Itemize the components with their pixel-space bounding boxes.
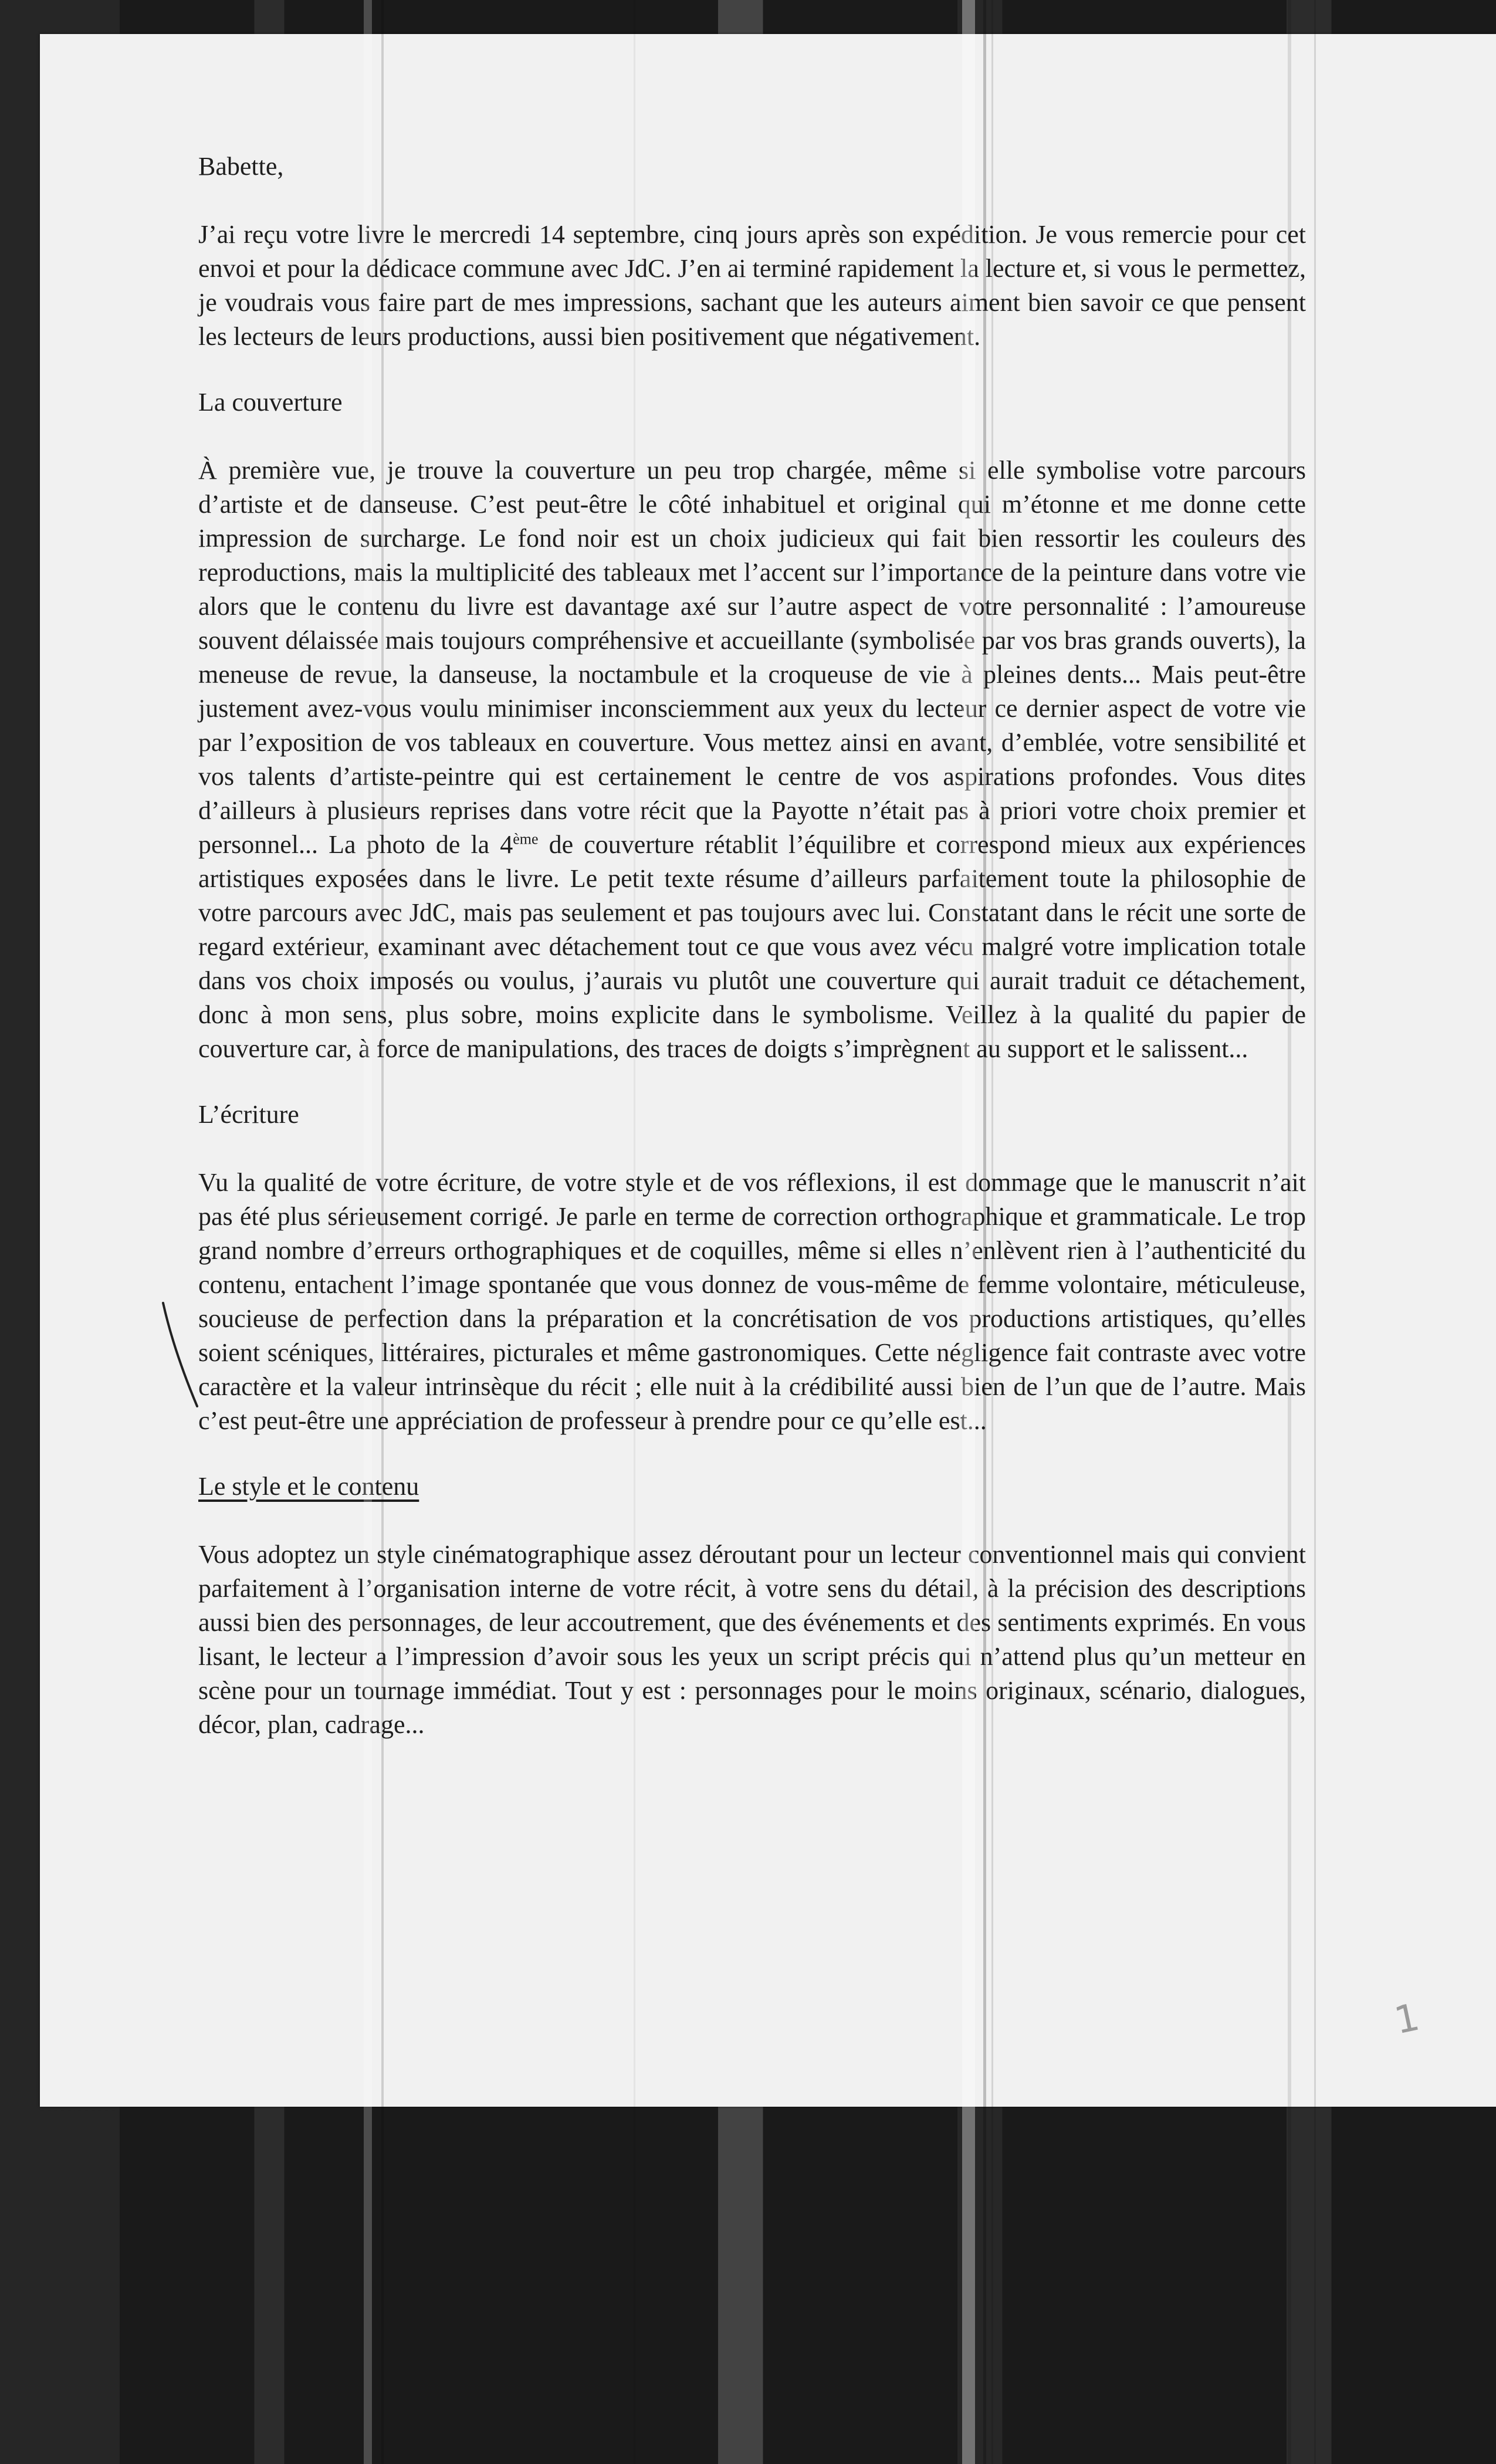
section-heading-ecriture: L’écriture <box>198 1100 299 1129</box>
section-text-ecriture: Vu la qualité de votre écriture, de votre style et de vos réflexions, il est dommage que le manuscrit n’ait pas été plus sérieusement corrigé. Je parle en terme de correction orthographique et grammaticale. Le trop grand nombre d’erreurs orthographiques et de coquilles, même si elles n’enlèvent rien à l’authenticité du contenu, entachent l’image spontanée que vous donnez de vous-même de femme volontaire, méticuleuse, soucieuse de perfection dans la préparation et la concrétisation de vos productions artistiques, qu’elles soient scéniques, littéraires, picturales et même gastronomiques. Cette négligence fait contraste avec votre caractère et la valeur intrinsèque du récit ; elle nuit à la crédibilité aussi bien de l’un que de l’autre. Mais c’est peut-être une appréciation de professeur à prendre pour ce qu’elle est... <box>198 1168 1306 1435</box>
handwritten-margin-mark <box>158 1299 205 1411</box>
section-heading-couverture: La couverture <box>198 388 343 417</box>
intro-paragraph: J’ai reçu votre livre le mercredi 14 septembre, cinq jours après son expédition. Je vous remercie pour cet envoi et pour la dédicace commune avec JdC. J’en ai terminé rapidement la lecture et, si vous le permettez, je voudrais vous faire part de mes impressions, sachant que les auteurs aiment bien savoir ce que pensent les lecteurs de leurs productions, aussi bien positivement que négativement. <box>198 220 1306 351</box>
section-text-couverture <box>198 453 1306 1066</box>
letter-body <box>198 150 1306 1742</box>
salutation: Babette, <box>198 152 284 181</box>
couverture-text-part-2: de couverture rétablit l’équilibre et correspond mieux aux expériences artistiques exposées dans le livre. Le petit texte résume d’ailleurs parfaitement toute la philosophie de votre parcours avec JdC, mais pas seulement et pas toujours avec lui. Constatant dans le récit une sorte de regard extérieur, examinant avec détachement tout ce que vous avez vécu malgré votre implication totale dans vos choix imposés ou voulus, j’aurais vu plutôt une couverture qui aurait traduit ce détachement, donc à mon sens, plus sobre, moins explicite dans le symbolisme. Veillez à la qualité du papier de couverture car, à force de manipulations, des traces de doigts s’imprègnent au support et le salissent... <box>198 830 1306 1063</box>
couverture-text-part-1: À première vue, je trouve la couverture un peu trop chargée, même si elle symbolise votre parcours d’artiste et de danseuse. C’est peut-être le côté inhabituel et original qui m’étonne et me donne cette impression de surcharge. Le fond noir est un choix judicieux qui fait bien ressortir les couleurs des reproductions, mais la multiplicité des tableaux met l’accent sur l’importance de la peinture dans votre vie alors que le contenu du livre est davantage axé sur l’autre aspect de votre personnalité : l’amoureuse souvent délaissée mais toujours compréhensive et accueillante (symbolisée par vos bras grands ouverts), la meneuse de revue, la danseuse, la noctambule et la croqueuse de vie à pleines dents... Mais peut-être justement avez-vous voulu minimiser inconsciemment aux yeux du lecteur ce dernier aspect de votre vie par l’exposition de vos tableaux en couverture. Vous mettez ainsi en avant, d’emblée, votre sensibilité et vos talents d’artiste-peintre qui est certainement le centre de vos aspirations profondes. Vous dites d’ailleurs à plusieurs reprises dans votre récit que la Payotte n’était pas à priori votre choix premier et personnel... La photo de la 4 <box>198 456 1306 859</box>
ordinal-superscript: ème <box>513 830 539 848</box>
section-text-style: Vous adoptez un style cinématographique assez déroutant pour un lecteur conventionnel mais qui convient parfaitement à l’organisation interne de votre récit, à votre sens du détail, à la précision des descriptions aussi bien des personnages, de leur accoutrement, que des événements et des sentiments exprimés. En vous lisant, le lecteur a l’impression d’avoir sous les yeux un script précis qui n’attend plus qu’un metteur en scène pour un tournage immédiat. Tout y est : personnages pour le moins originaux, scénario, dialogues, décor, plan, cadrage... <box>198 1540 1306 1739</box>
section-heading-style: Le style et le contenu <box>198 1472 419 1501</box>
page-number: 1 <box>1390 1995 1423 2043</box>
